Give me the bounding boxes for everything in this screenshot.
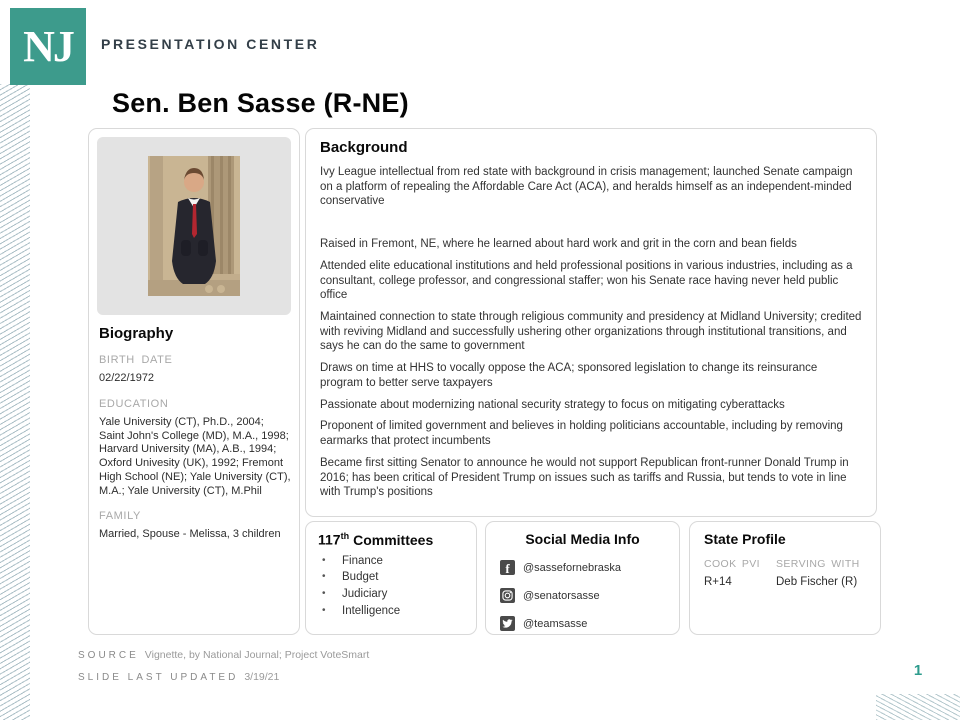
- social-media-title: Social Media Info: [525, 531, 640, 547]
- social-row-instagram: [500, 588, 667, 603]
- left-hatch-decoration: [0, 84, 30, 720]
- presentation-center-label: PRESENTATION CENTER: [101, 36, 320, 52]
- twitter-handle: @teamsasse: [523, 617, 588, 630]
- facebook-handle: @sassefornebraska: [523, 561, 621, 574]
- source-line: [78, 649, 369, 661]
- background-title: Background: [320, 139, 408, 156]
- biography-body: [99, 325, 291, 542]
- background-paragraph: Proponent of limited government and believes in holding politicians accountable, including by removing earmarks that protect incumbents: [320, 420, 843, 448]
- slide-updated-line: [78, 671, 279, 683]
- slide-updated-value: 3/19/21: [244, 671, 280, 683]
- instagram-icon: [500, 588, 515, 603]
- background-paragraph: Raised in Fremont, NE, where he learned about hard work and grit in the corn and bean fields: [320, 238, 797, 251]
- serving-with-label: SERVING WITH: [776, 558, 860, 570]
- facebook-icon: f: [500, 560, 515, 575]
- portrait-photo-panel: [97, 137, 291, 315]
- page-number: 1: [913, 662, 923, 679]
- nj-logo: [10, 8, 86, 85]
- family-value: Married, Spouse - Melissa, 3 children: [99, 528, 281, 541]
- background-paragraph: Became first sitting Senator to announce he would not support Republican front-runner Donald Trump in 2016; has been critical of President Trump on issues such as tariffs and Russia, but tends to vote in line with Trump's positions: [320, 456, 849, 499]
- committees-card: [305, 521, 477, 635]
- nj-logo-text: NJ: [23, 22, 73, 71]
- state-profile-grid: [704, 558, 866, 588]
- social-media-card: [485, 521, 680, 635]
- page-title: Sen. Ben Sasse (R-NE): [112, 88, 409, 118]
- instagram-handle: @senatorsasse: [523, 589, 600, 602]
- social-row-facebook: [500, 560, 667, 575]
- background-paragraph: Attended elite educational institutions and held professional positions in various industries, including as a consultant, college professor, and congressional staffer; won his Senate race having never held public office: [320, 259, 853, 302]
- committees-title: [318, 531, 464, 548]
- family-label: FAMILY: [99, 510, 141, 523]
- slide-updated-label: SLIDE LAST UPDATED: [78, 672, 239, 683]
- birth-date-value: 02/22/1972: [99, 372, 155, 384]
- education-label: EDUCATION: [99, 397, 169, 410]
- background-paragraph: Maintained connection to state through religious community and presidency at Midland University; credited with reviving Midland and successfully ushering other organizations through institutional transitions, and says he can do the same to government: [320, 311, 862, 353]
- source-value: Vignette, by National Journal; Project VoteSmart: [144, 649, 370, 661]
- committees-title-rest: Committees: [353, 531, 434, 548]
- committee-item: • Finance: [318, 553, 464, 570]
- senator-portrait-photo: [148, 156, 240, 296]
- committee-item: • Intelligence: [318, 603, 464, 620]
- committee-item: • Budget: [318, 569, 464, 586]
- bottom-right-hatch-decoration: [876, 694, 960, 720]
- biography-card: [88, 128, 300, 635]
- biography-title: Biography: [99, 325, 174, 342]
- education-value: Yale University (CT), Ph.D., 2004; Saint John's College (MD), M.A., 1998; Harvard University (MA), A.B., 1994; Oxford Univesity (UK), 1992; Fremont High School (NE); Yale University (CT), M.A.; Yale University (CT), M.Phil: [99, 415, 291, 497]
- committee-item: • Judiciary: [318, 586, 464, 603]
- state-profile-title: State Profile: [704, 531, 786, 547]
- committees-congress-number: 117: [318, 531, 341, 548]
- background-paragraph: Passionate about modernizing national security strategy to focus on mitigating cyberattacks: [320, 398, 785, 411]
- background-paragraph: Draws on time at HHS to vocally oppose the ACA; sponsored legislation to change its reinsurance program to better serve taxpayers: [320, 362, 818, 389]
- background-paragraph: Ivy League intellectual from red state with background in crisis management; launched Senate campaign on a platform of repealing the Affordable Care Act (ACA), and heralds himself as an independent-minded conservative: [320, 166, 853, 208]
- committees-ordinal: th: [340, 531, 350, 541]
- twitter-icon: [500, 616, 515, 631]
- state-profile-card: [689, 521, 881, 635]
- birth-date-label: BIRTH DATE: [99, 354, 173, 366]
- cook-pvi-label: COOK PVI: [704, 558, 760, 570]
- social-row-twitter: [500, 616, 667, 631]
- source-label: SOURCE: [78, 650, 139, 661]
- background-card: [305, 128, 877, 517]
- background-paragraphs: [320, 165, 862, 500]
- committee-list: [318, 553, 464, 620]
- serving-with-value: Deb Fischer (R): [776, 576, 858, 588]
- cook-pvi-value: R+14: [704, 576, 732, 588]
